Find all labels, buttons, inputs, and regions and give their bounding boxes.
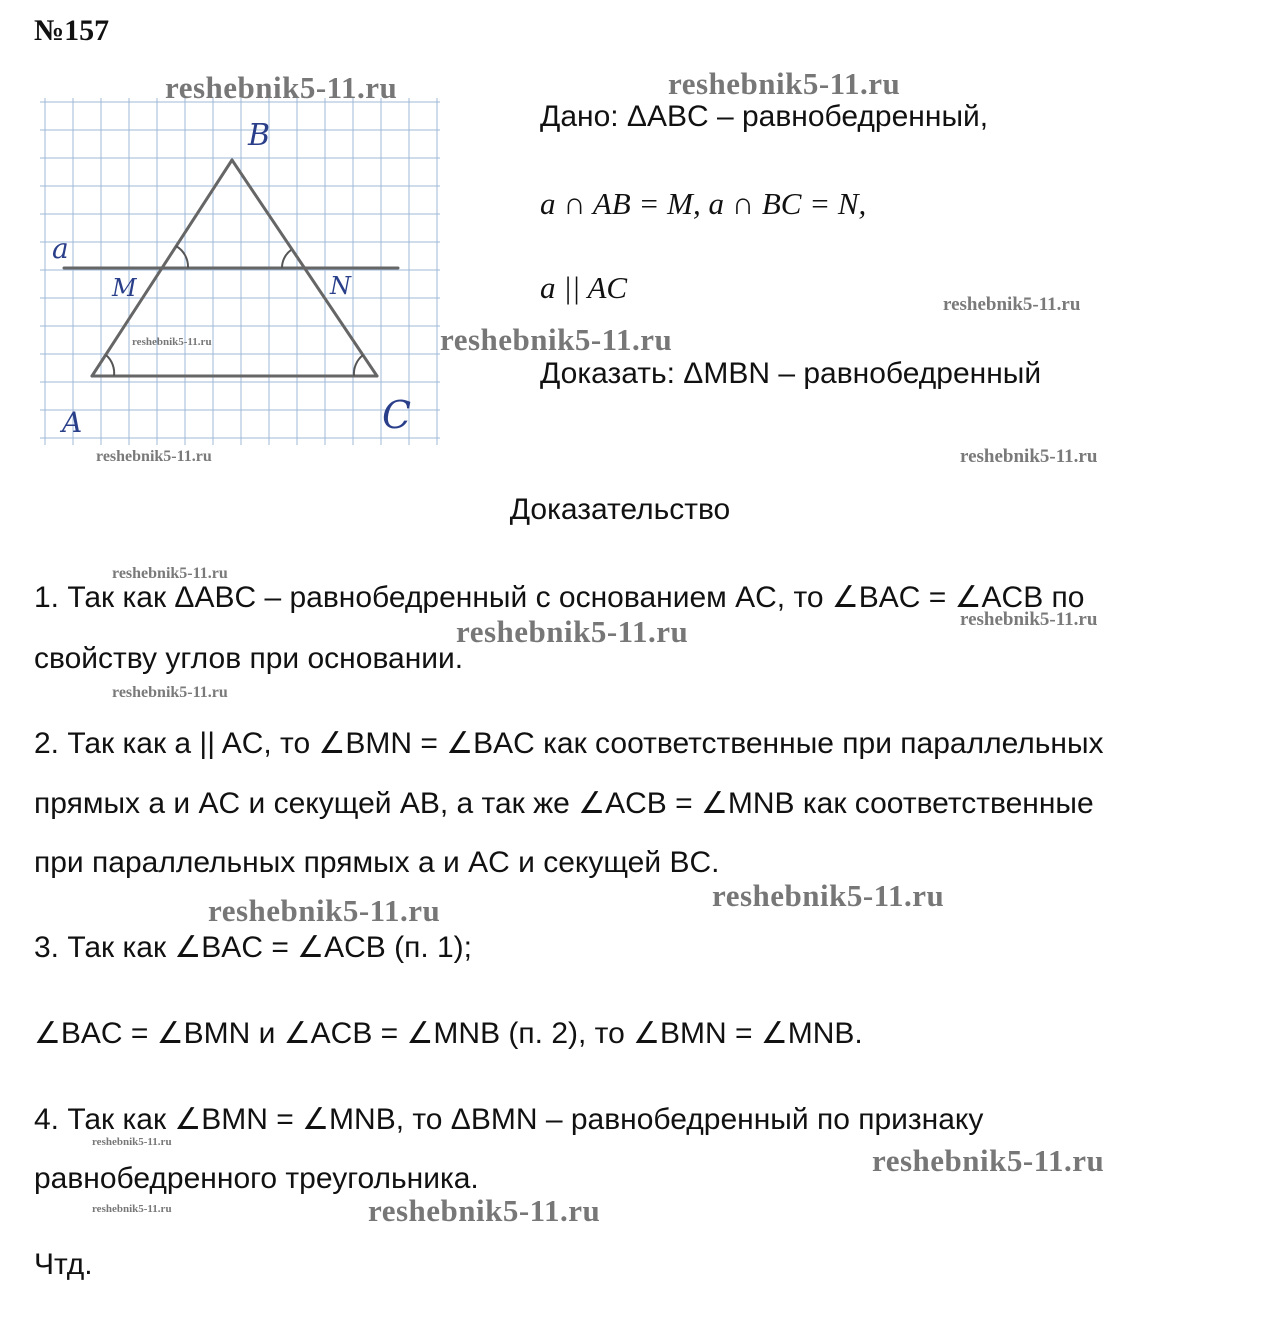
label-a-vertex: A: [62, 406, 83, 439]
triangle-lines: [64, 160, 398, 376]
prove-line: Доказать: ΔMBN – равнобедренный: [540, 357, 1042, 390]
watermark: reshebnik5-11.ru: [112, 684, 228, 701]
label-m: M: [112, 274, 137, 302]
step-1-line-2: свойству углов при основании.: [34, 642, 464, 675]
problem-number: №157: [34, 14, 110, 47]
angle-a-arc: [106, 355, 114, 376]
ink-labels: [52, 118, 411, 439]
proof-heading: Доказательство: [509, 493, 731, 526]
triangle-figure: [0, 0, 460, 450]
watermark: reshebnik5-11.ru: [668, 66, 901, 101]
watermark: reshebnik5-11.ru: [92, 1136, 172, 1148]
watermark: reshebnik5-11.ru: [456, 614, 689, 649]
watermark: reshebnik5-11.ru: [960, 609, 1098, 630]
step-2-line-2: прямых a и AC и секущей AB, а так же ∠ACB = ∠MNB как соответственные: [34, 787, 1094, 820]
watermark: reshebnik5-11.ru: [208, 893, 441, 928]
step-4-line-2: равнобедренного треугольника.: [34, 1162, 479, 1195]
step-4-line-1: 4. Так как ∠BMN = ∠MNB, то ΔBMN – равнобедренный по признаку: [34, 1103, 984, 1136]
given-line-1: Дано: ΔABC – равнобедренный,: [540, 100, 989, 133]
watermark: reshebnik5-11.ru: [712, 878, 945, 913]
watermark: reshebnik5-11.ru: [132, 336, 212, 348]
angle-c-arc: [354, 355, 363, 376]
step-3-line-1: 3. Так как ∠BAC = ∠ACB (п. 1);: [34, 931, 473, 964]
given-line-3: a || AC: [540, 270, 628, 305]
watermark: reshebnik5-11.ru: [112, 565, 228, 582]
label-line-a: a: [52, 232, 69, 265]
watermark: reshebnik5-11.ru: [943, 294, 1081, 315]
watermark: reshebnik5-11.ru: [96, 448, 212, 465]
label-c: C: [382, 393, 412, 437]
qed: Чтд.: [34, 1248, 93, 1281]
angle-m-arc: [176, 246, 188, 268]
step-1-line-1: 1. Так как ΔABC – равнобедренный с основанием AC, то ∠BAC = ∠ACB по: [34, 581, 1085, 614]
watermark: reshebnik5-11.ru: [92, 1203, 172, 1215]
grid: [40, 98, 440, 445]
step-2-line-1: 2. Так как a || AC, то ∠BMN = ∠BAC как соответственные при параллельных: [34, 727, 1104, 760]
step-3-line-2: ∠BAC = ∠BMN и ∠ACB = ∠MNB (п. 2), то ∠BMN = ∠MNB.: [34, 1017, 863, 1050]
label-n: N: [330, 272, 351, 300]
label-b: B: [248, 118, 271, 153]
watermark: reshebnik5-11.ru: [440, 322, 673, 357]
watermark: reshebnik5-11.ru: [165, 70, 398, 105]
step-2-line-3: при параллельных прямых a и AC и секущей BC.: [34, 846, 720, 879]
watermark: reshebnik5-11.ru: [960, 446, 1098, 467]
angle-n-arc: [282, 250, 291, 268]
watermark: reshebnik5-11.ru: [872, 1143, 1105, 1178]
watermark: reshebnik5-11.ru: [368, 1193, 601, 1228]
angle-arcs: [106, 246, 363, 376]
given-line-2: a ∩ AB = M, a ∩ BC = N,: [540, 186, 867, 221]
